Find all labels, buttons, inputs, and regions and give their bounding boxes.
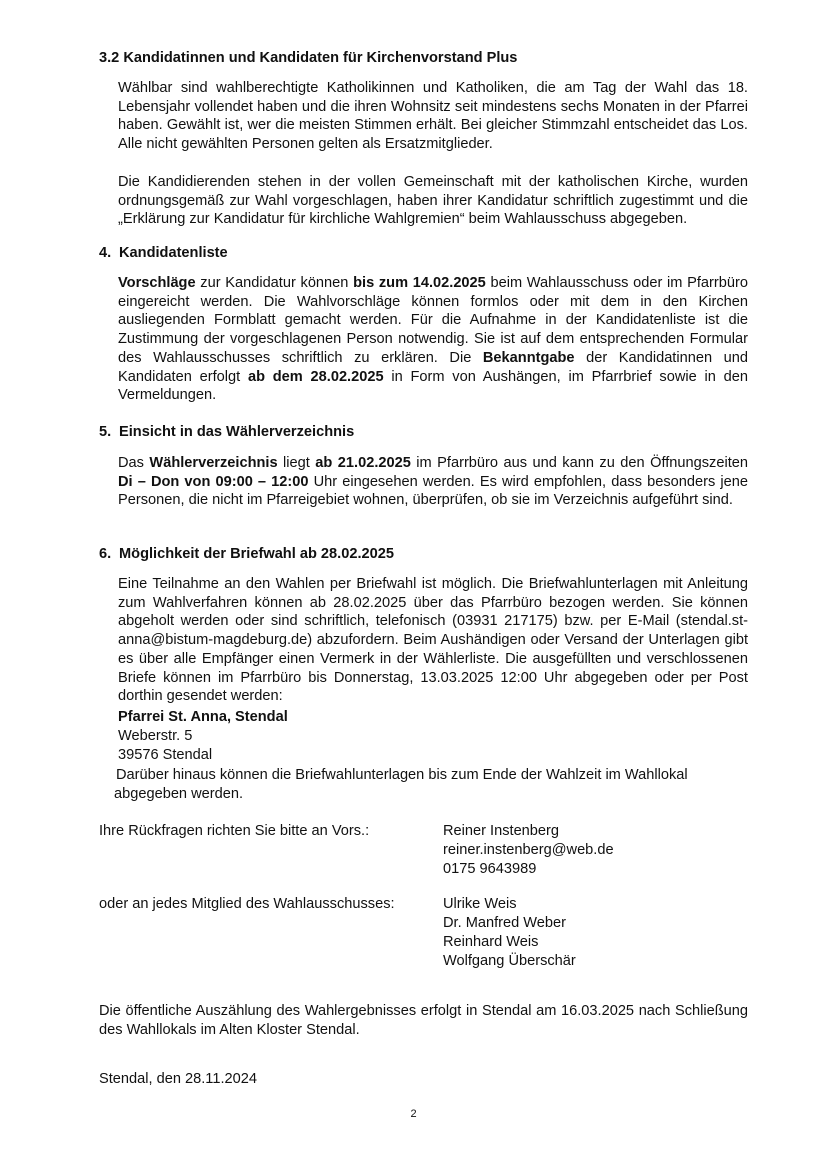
address-street: Weberstr. 5 [118, 728, 193, 744]
text: im Pfarrbüro aus und kann zu den Öffnungszeiten [410, 455, 748, 471]
member-name: Dr. Manfred Weber [443, 915, 567, 931]
section-6-title: Möglichkeit der Briefwahl ab 28.02.2025 [119, 546, 394, 562]
chair-name: Reiner Instenberg [443, 823, 560, 839]
section-4-paragraph [118, 274, 748, 405]
place-date-line: Stendal, den 28.11.2024 [99, 1071, 257, 1087]
address-name: Pfarrei St. Anna, Stendal [118, 709, 288, 725]
chair-phone: 0175 9643989 [443, 861, 537, 877]
section-3-2-heading: 3.2 Kandidatinnen und Kandidaten für Kirchenvorstand Plus [99, 50, 518, 66]
text: liegt [277, 455, 316, 471]
text: der Kandidatinnen und Kandidaten erfolgt [118, 349, 748, 385]
bold-text: ab 21.02.2025 [315, 455, 411, 471]
bold-text: Wählerverzeichnis [149, 455, 278, 471]
section-6-heading [99, 546, 394, 562]
section-5-title: Einsicht in das Wählerverzeichnis [119, 424, 355, 440]
member-name: Ulrike Weis [443, 896, 517, 912]
bold-text: Vorschläge [118, 275, 196, 291]
text: beim Wahlausschuss oder im Pfarrbüro eingereicht werden. Die Wahlvorschläge können formlos oder mit dem in den Kirchen ausliegenden Formblatt gemacht werden. Für die Aufnahme in der Kandidatenliste ist die Zustimmung der vorgeschlagenen Person notwendig. Sie ist auf dem entsprechenden Formular des Wahlausschusses schriftlich zu erklären. Die [118, 275, 748, 366]
section-6-number: 6. [99, 546, 112, 562]
text: in Form von Aushängen, im Pfarrbrief sowie in den Vermeldungen. [118, 368, 748, 404]
section-6-paragraph-2-line-2: abgegeben werden. [114, 786, 244, 802]
bold-text: Bekanntgabe [482, 349, 575, 366]
page-number: 2 [410, 1108, 417, 1120]
section-5-heading [99, 424, 354, 440]
section-3-2-paragraph-1: Wählbar sind wahlberechtigte Katholikinnen und Katholiken, die am Tag der Wahl das 18. Lebensjahr vollendet haben und die ihren Wohnsitz seit mindestens sechs Monaten in der Pfarrei haben. Gewählt ist, wer die meisten Stimmen erhält. Bei gleicher Stimmzahl entscheidet das Los. Alle nicht gewählten Personen gelten als Ersatzmitglieder. [118, 80, 748, 153]
text: Uhr eingesehen werden. Es wird empfohlen, dass besonders jene Personen, die nicht im Pfarreigebiet wohnen, überprüfen, ob sie im Verzeichnis aufgeführt sind. [118, 473, 748, 509]
contact-chair-label: Ihre Rückfragen richten Sie bitte an Vors.: [99, 823, 370, 839]
text: zur Kandidatur können [195, 275, 354, 291]
chair-email: reiner.instenberg@web.de [443, 842, 614, 858]
address-city: 39576 Stendal [118, 747, 213, 763]
section-5-number: 5. [99, 424, 112, 440]
bold-text: bis zum 14.02.2025 [353, 275, 486, 291]
section-4-number: 4. [99, 245, 112, 261]
bold-text: Di – Don von 09:00 – 12:00 [118, 473, 309, 490]
section-3-2-paragraph-2: Die Kandidierenden stehen in der vollen Gemeinschaft mit der katholischen Kirche, wurden ordnungsgemäß zur Wahl vorgeschlagen, haben ihrer Kandidatur schriftlich zugestimmt und die „Erklärung zur Kandidatur für kirchliche Wahlgremien“ beim Wahlausschuss abgegeben. [118, 174, 748, 228]
section-6-paragraph-1: Eine Teilnahme an den Wahlen per Briefwahl ist möglich. Die Briefwahlunterlagen mit Anleitung zum Wahlverfahren können ab 28.02.2025 über das Pfarrbüro bezogen werden. Sie können abgeholt werden oder sind schriftlich, telefonisch (03931 217175) bzw. per E-Mail (stendal.st-anna@bistum-magdeburg.de) abzufordern. Beim Aushändigen oder Versand der Unterlagen gibt es über alle Empfänger einen Vermerk in der Wählerliste. Die ausgefüllten und verschlossenen Briefe können im Pfarrbüro bis Donnerstag, 13.03.2025 12:00 Uhr abgegeben oder per Post dorthin gesendet werden: [118, 576, 748, 705]
bold-text: ab dem 28.02.2025 [247, 368, 384, 385]
contact-members-label: oder an jedes Mitglied des Wahlausschusses: [99, 896, 395, 912]
member-name: Wolfgang Überschär [443, 953, 576, 969]
closing-paragraph: Die öffentliche Auszählung des Wahlergebnisses erfolgt in Stendal am 16.03.2025 nach Schließung des Wahllokals im Alten Kloster Stendal. [99, 1003, 748, 1038]
member-name: Reinhard Weis [443, 934, 539, 950]
section-4-title: Kandidatenliste [119, 245, 228, 261]
section-5-paragraph [118, 454, 748, 510]
section-4-heading [99, 245, 228, 261]
text: Das [118, 455, 150, 471]
section-6-paragraph-2-line-1: Darüber hinaus können die Briefwahlunterlagen bis zum Ende der Wahlzeit im Wahllokal [116, 767, 688, 783]
